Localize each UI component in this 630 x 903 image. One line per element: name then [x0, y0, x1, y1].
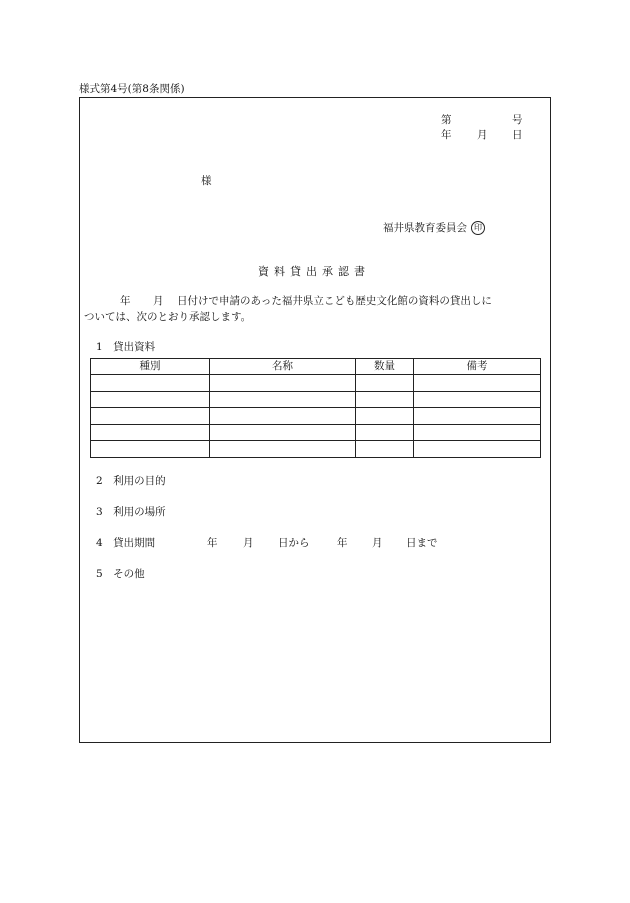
- addressee-suffix: 様: [201, 175, 212, 187]
- period-year-start: 年: [207, 537, 218, 549]
- form-label: 様式第4号(第8条関係): [79, 83, 185, 95]
- table-cell[interactable]: [356, 424, 414, 441]
- body-line2: ついては、次のとおり承認します。: [84, 311, 252, 323]
- table-cell[interactable]: [91, 441, 210, 458]
- table-row: [91, 441, 541, 458]
- table-cell[interactable]: [210, 408, 356, 425]
- period-year-end: 年: [337, 537, 348, 549]
- body-year: 年: [120, 295, 131, 307]
- table-cell[interactable]: [356, 375, 414, 392]
- body-month: 月: [153, 295, 164, 307]
- table-cell[interactable]: [356, 441, 414, 458]
- period-from: 日から: [278, 537, 310, 549]
- col-quantity-header: 数量: [356, 359, 414, 375]
- issuer: [383, 221, 485, 235]
- issuer-name: 福井県教育委員会: [383, 222, 467, 234]
- table-cell[interactable]: [356, 391, 414, 408]
- section-5-heading: 5 その他: [96, 568, 145, 580]
- table-row: [91, 375, 541, 392]
- section-3-heading: 3 利用の場所: [96, 506, 166, 518]
- table-cell[interactable]: [414, 424, 541, 441]
- col-name-header: 名称: [210, 359, 356, 375]
- table-row: [91, 424, 541, 441]
- doc-number-suffix: 号: [512, 114, 523, 126]
- table-cell[interactable]: [356, 408, 414, 425]
- table-cell[interactable]: [414, 441, 541, 458]
- table-cell[interactable]: [91, 375, 210, 392]
- table-header-row: [91, 359, 541, 375]
- section-4-heading: 4 貸出期間: [96, 537, 156, 549]
- section-1-heading: 1 貸出資料: [96, 341, 156, 353]
- table-cell[interactable]: [91, 424, 210, 441]
- table-row: [91, 408, 541, 425]
- seal-mark: 印: [471, 221, 485, 235]
- body-line1: 日付けで申請のあった福井県立こども歴史文化館の資料の貸出しに: [177, 295, 492, 307]
- col-type-header: 種別: [91, 359, 210, 375]
- date-month: 月: [477, 129, 488, 141]
- date-year: 年: [441, 129, 452, 141]
- table-row: [91, 391, 541, 408]
- table-cell[interactable]: [210, 391, 356, 408]
- table-cell[interactable]: [414, 375, 541, 392]
- period-until: 日まで: [406, 537, 438, 549]
- table-cell[interactable]: [414, 391, 541, 408]
- date-day: 日: [512, 129, 523, 141]
- table-cell[interactable]: [414, 408, 541, 425]
- col-remarks-header: 備考: [414, 359, 541, 375]
- period-month-end: 月: [372, 537, 383, 549]
- table-cell[interactable]: [91, 391, 210, 408]
- period-month-start: 月: [243, 537, 254, 549]
- table-cell[interactable]: [210, 375, 356, 392]
- doc-number-prefix: 第: [441, 114, 452, 126]
- document-title: 資料貸出承認書: [258, 265, 370, 278]
- section-2-heading: 2 利用の目的: [96, 475, 166, 487]
- table-cell[interactable]: [91, 408, 210, 425]
- table-cell[interactable]: [210, 424, 356, 441]
- table-cell[interactable]: [210, 441, 356, 458]
- lending-items-table: [90, 358, 541, 458]
